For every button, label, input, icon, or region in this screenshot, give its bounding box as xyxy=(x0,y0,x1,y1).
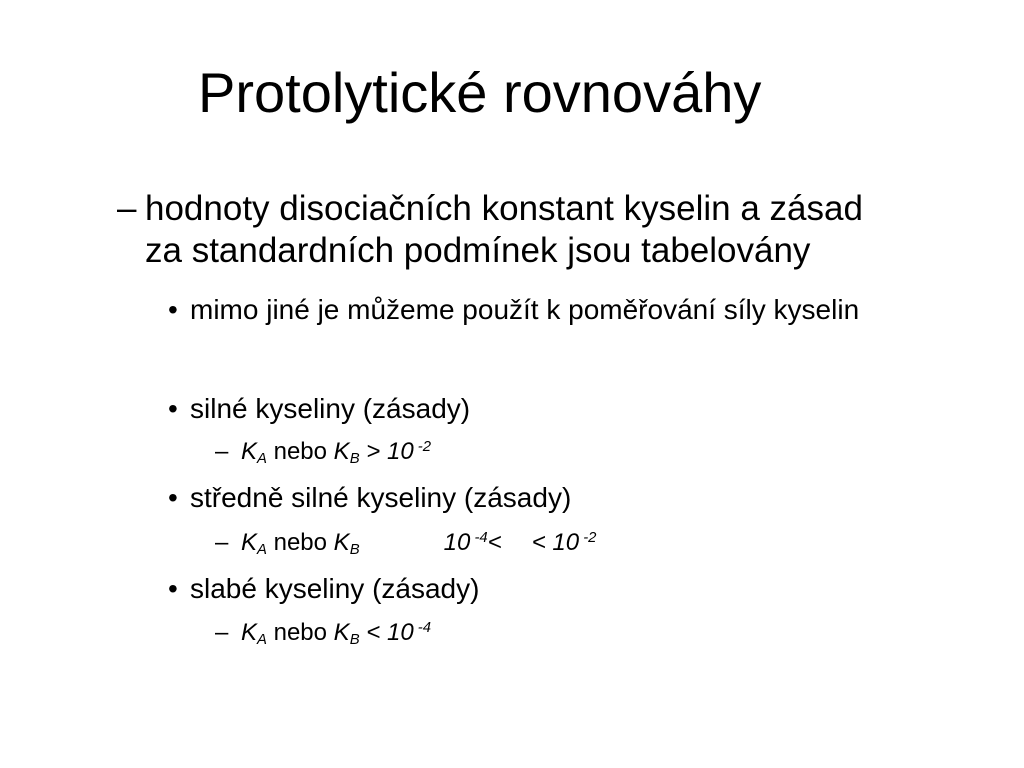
strong-acids-heading: silné kyseliny (zásady) xyxy=(190,393,471,424)
bullet-marker: • xyxy=(168,393,178,424)
or-word: nebo xyxy=(266,529,334,556)
bullet-marker: • xyxy=(168,482,178,513)
exponent: -4 xyxy=(470,529,488,546)
medium-acids-heading: středně silné kyseliny (zásady) xyxy=(190,482,572,513)
less-than-sign: < xyxy=(487,529,502,556)
bullet-marker: • xyxy=(168,573,178,604)
intro-point xyxy=(117,188,863,272)
medium-acids-condition xyxy=(215,528,596,558)
k-symbol: K xyxy=(333,438,350,465)
greater-than-sign: > xyxy=(359,438,387,465)
weak-acids-heading: slabé kyseliny (zásady) xyxy=(190,573,480,604)
k-symbol: K xyxy=(241,438,258,465)
dash-marker: – xyxy=(117,189,137,228)
or-word: nebo xyxy=(266,438,334,465)
ten-base: 10 xyxy=(443,529,471,556)
weak-acids-condition xyxy=(215,618,431,648)
less-than-sign: < xyxy=(531,529,553,556)
bullet-weak-acids xyxy=(168,572,479,606)
bullet-medium-acids xyxy=(168,481,571,515)
k-symbol: K xyxy=(241,529,258,556)
k-subscript-b: B xyxy=(349,542,360,559)
k-symbol: K xyxy=(333,529,350,556)
k-symbol: K xyxy=(333,619,350,646)
strong-acids-condition xyxy=(215,437,431,467)
ten-base: 10 xyxy=(386,438,414,465)
or-word: nebo xyxy=(266,619,334,646)
bullet-marker: • xyxy=(168,294,178,325)
k-symbol: K xyxy=(241,619,258,646)
bullet-usage xyxy=(168,293,859,327)
intro-line-2: za standardních podmínek jsou tabelovány xyxy=(145,231,811,270)
k-subscript-a: A xyxy=(257,451,267,468)
ten-base: 10 xyxy=(386,619,414,646)
usage-text: mimo jiné je můžeme použít k poměřování síly kyselin xyxy=(190,294,860,325)
k-subscript-b: B xyxy=(349,451,360,468)
intro-line-1: hodnoty disociačních konstant kyselin a zásad xyxy=(145,189,863,228)
k-subscript-b: B xyxy=(349,632,360,649)
ten-base: 10 xyxy=(552,529,580,556)
exponent: -2 xyxy=(413,438,432,455)
exponent: -4 xyxy=(413,619,432,636)
dash-marker: – xyxy=(215,619,229,646)
condition-formula xyxy=(241,437,431,467)
bullet-strong-acids xyxy=(168,392,470,426)
dash-marker: – xyxy=(215,529,229,556)
dash-marker: – xyxy=(215,438,229,465)
condition-formula xyxy=(241,528,596,558)
less-than-sign: < xyxy=(359,619,387,646)
condition-formula xyxy=(241,618,431,648)
k-subscript-a: A xyxy=(257,542,267,559)
exponent: -2 xyxy=(579,529,597,546)
slide-title: Protolytické rovnováhy xyxy=(198,61,762,124)
k-subscript-a: A xyxy=(257,632,267,649)
